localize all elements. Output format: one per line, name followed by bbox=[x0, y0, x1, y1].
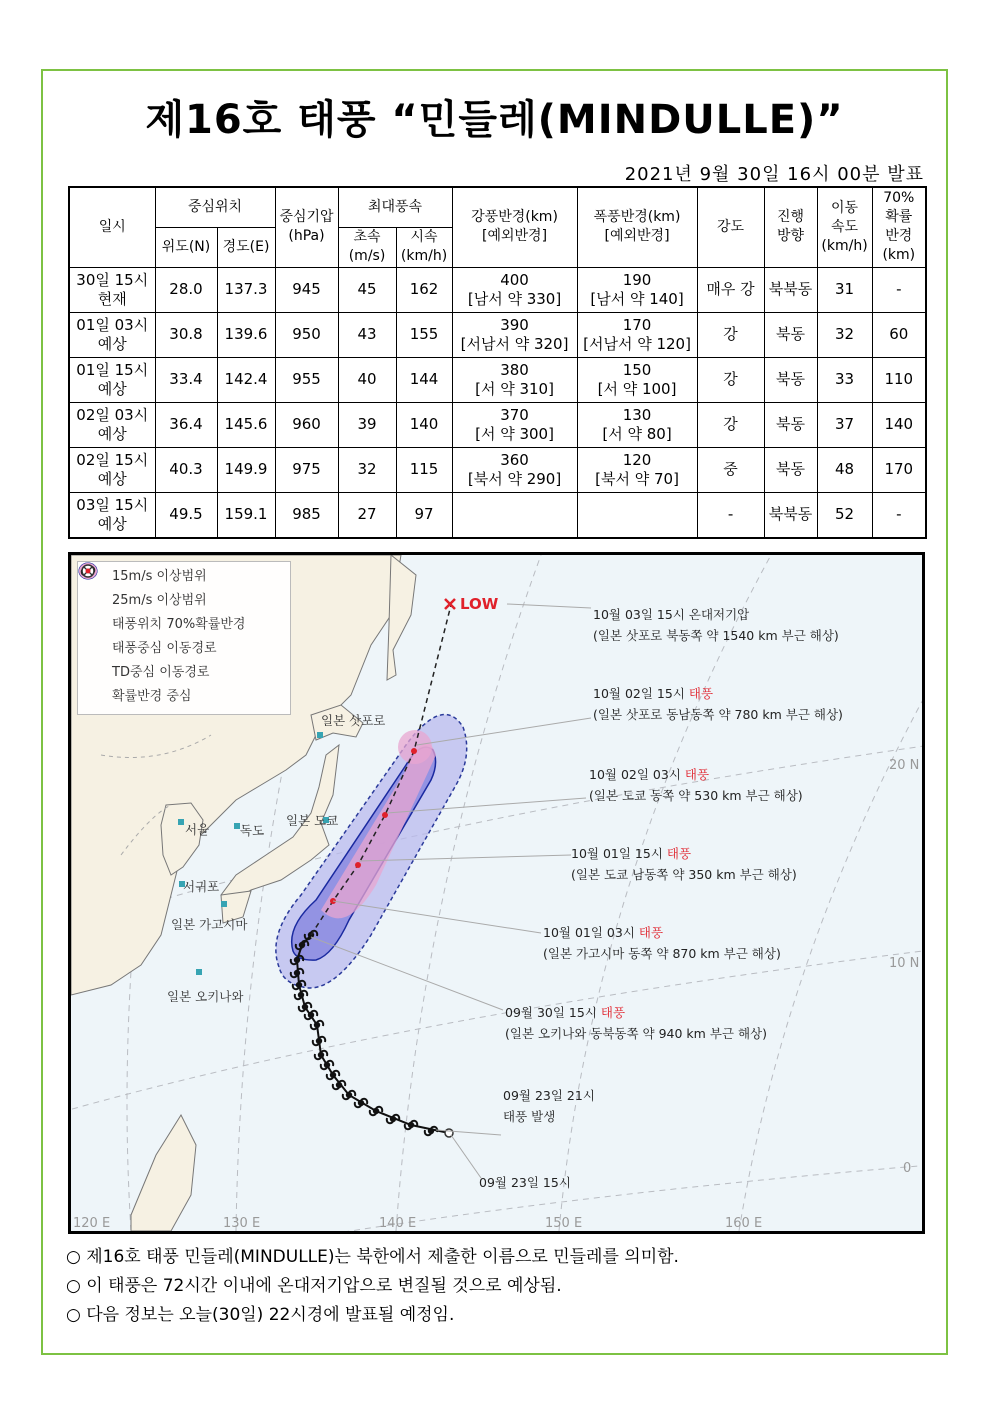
note-line: ○ 이 태풍은 72시간 이내에 온대저기압으로 변질될 것으로 예상됨. bbox=[66, 1276, 562, 1296]
cell-gale bbox=[452, 447, 577, 492]
cell-gale bbox=[452, 402, 577, 447]
cell-storm-exception: [서남서 약 120] bbox=[583, 334, 691, 353]
cell-direction: 북북동 bbox=[764, 267, 817, 312]
cell-lon: 145.6 bbox=[217, 402, 275, 447]
cell-lon: 149.9 bbox=[217, 447, 275, 492]
cell-direction: 북동 bbox=[764, 447, 817, 492]
cell-storm-exception: [서 약 80] bbox=[602, 424, 672, 443]
notes bbox=[66, 1243, 679, 1330]
cell-storm-exception: [북서 약 70] bbox=[595, 469, 679, 488]
cell-gale-radius: 370 bbox=[500, 405, 529, 424]
storm-swatch-icon bbox=[86, 588, 108, 608]
cell-lat: 49.5 bbox=[155, 492, 217, 538]
cell-lon: 159.1 bbox=[217, 492, 275, 538]
cell-wind-ms: 45 bbox=[338, 267, 396, 312]
cell-gale-radius: 360 bbox=[500, 450, 529, 469]
grid-lon130: 130 E bbox=[223, 1216, 261, 1231]
header-storm-exception: [예외반경] bbox=[604, 228, 670, 245]
legend-probability bbox=[78, 610, 290, 634]
header-wind-kmh-label: 시속 bbox=[410, 229, 438, 245]
header-pressure bbox=[275, 187, 338, 267]
annotation-title: 09월 30일 15시 태풍 bbox=[505, 1005, 626, 1020]
map-legend bbox=[77, 561, 291, 715]
header-gale bbox=[452, 187, 577, 267]
cell-gale bbox=[452, 357, 577, 402]
legend-probability-label: 태풍위치 70%확률반경 bbox=[112, 616, 246, 632]
page-title: 제16호 태풍 “민들레(MINDULLE)” bbox=[145, 97, 844, 143]
label-seogwipo: 서귀포 bbox=[183, 879, 220, 894]
annotation-detail: (일본 도쿄 동쪽 약 530 km 부근 해상) bbox=[589, 788, 803, 803]
table-row bbox=[69, 267, 926, 312]
cell-pressure: 985 bbox=[275, 492, 338, 538]
track-map bbox=[68, 552, 925, 1234]
cell-probability: 170 bbox=[872, 447, 926, 492]
cell-gale-exception: [서남서 약 320] bbox=[460, 334, 569, 353]
city-marker bbox=[178, 819, 184, 825]
cell-speed: 37 bbox=[817, 402, 872, 447]
cell-time bbox=[69, 357, 155, 402]
header-wind-ms bbox=[338, 227, 396, 267]
cell-storm-radius: 170 bbox=[622, 315, 652, 334]
cell-time-kind: 예상 bbox=[97, 379, 127, 398]
cell-pressure: 960 bbox=[275, 402, 338, 447]
annotation-detail: (일본 삿포로 북동쪽 약 1540 km 부근 해상) bbox=[593, 628, 839, 643]
annotation-detail: 태풍 발생 bbox=[503, 1109, 556, 1124]
low-label: LOW bbox=[460, 595, 499, 613]
cell-storm bbox=[577, 267, 697, 312]
note-line: ○ 다음 정보는 오늘(30일) 22시경에 발표될 예정임. bbox=[66, 1305, 455, 1325]
header-pressure-label: 중심기압 bbox=[279, 209, 334, 226]
label-tokyo: 일본 도쿄 bbox=[286, 813, 339, 828]
header-gale-label: 강풍반경(km) bbox=[471, 209, 558, 226]
label-seoul: 서울 bbox=[185, 822, 210, 837]
cell-direction: 북동 bbox=[764, 402, 817, 447]
cell-storm bbox=[577, 492, 697, 538]
label-sapporo: 일본 삿포로 bbox=[321, 713, 386, 728]
header-prob-4: (km) bbox=[882, 247, 916, 264]
cell-direction: 북동 bbox=[764, 357, 817, 402]
cell-storm-radius: 120 bbox=[622, 450, 652, 469]
cell-direction: 북동 bbox=[764, 312, 817, 357]
header-speed-3: (km/h) bbox=[821, 237, 868, 254]
label-okinawa: 일본 오키나와 bbox=[167, 989, 244, 1004]
cell-time-date: 30일 15시 bbox=[76, 270, 149, 289]
header-direction-1: 진행 bbox=[777, 209, 805, 226]
cell-storm bbox=[577, 402, 697, 447]
header-strength: 강도 bbox=[697, 187, 764, 267]
legend-prob-center bbox=[78, 682, 290, 706]
cell-time bbox=[69, 312, 155, 357]
header-time: 일시 bbox=[69, 187, 155, 267]
cell-lon: 139.6 bbox=[217, 312, 275, 357]
table-row bbox=[69, 402, 926, 447]
cell-storm bbox=[577, 447, 697, 492]
cell-wind-ms: 27 bbox=[338, 492, 396, 538]
legend-typhoon-track bbox=[78, 634, 290, 658]
cell-storm bbox=[577, 312, 697, 357]
forecast-point bbox=[411, 748, 417, 754]
cell-strength: 강 bbox=[697, 357, 764, 402]
cell-time-date: 02일 03시 bbox=[76, 405, 149, 424]
cell-wind-ms: 40 bbox=[338, 357, 396, 402]
header-speed-2: 속도 bbox=[831, 218, 859, 235]
note-line: ○ 제16호 태풍 민들레(MINDULLE)는 북한에서 제출한 이름으로 민들레를 의미함. bbox=[66, 1247, 679, 1267]
cell-time-kind: 예상 bbox=[97, 514, 127, 533]
table-row bbox=[69, 357, 926, 402]
annotation-detail: (일본 오키나와 동북동쪽 약 940 km 부근 해상) bbox=[505, 1026, 767, 1041]
header-direction bbox=[764, 187, 817, 267]
cell-lon: 142.4 bbox=[217, 357, 275, 402]
header-direction-2: 방향 bbox=[777, 228, 805, 245]
legend-prob-center-label: 확률반경 중심 bbox=[112, 688, 192, 704]
cell-gale-exception: [서 약 300] bbox=[475, 424, 554, 443]
cell-speed: 48 bbox=[817, 447, 872, 492]
cell-strength: 강 bbox=[697, 402, 764, 447]
city-marker bbox=[317, 732, 323, 738]
cell-speed: 32 bbox=[817, 312, 872, 357]
header-prob-2: 확률 bbox=[885, 209, 913, 226]
header-lon: 경도(E) bbox=[217, 227, 275, 267]
cell-gale bbox=[452, 312, 577, 357]
annotation-title: 10월 03일 15시 온대저기압 bbox=[593, 607, 750, 622]
grid-lat0: 0 bbox=[903, 1161, 912, 1176]
grid-lon140: 140 E bbox=[379, 1216, 417, 1231]
cell-storm-radius: 150 bbox=[622, 360, 652, 379]
cell-time-kind: 예상 bbox=[97, 469, 127, 488]
cell-probability: 140 bbox=[872, 402, 926, 447]
table-row bbox=[69, 447, 926, 492]
cell-storm-radius: 190 bbox=[622, 270, 652, 289]
cell-lat: 28.0 bbox=[155, 267, 217, 312]
annotation-detail: (일본 가고시마 동쪽 약 870 km 부근 해상) bbox=[543, 946, 781, 961]
cell-strength: 매우 강 bbox=[697, 267, 764, 312]
cell-time bbox=[69, 492, 155, 538]
annotation-title: 10월 01일 03시 태풍 bbox=[543, 925, 664, 940]
header-wind-kmh bbox=[396, 227, 452, 267]
header-center: 중심위치 bbox=[155, 187, 275, 227]
cell-time-date: 01일 03시 bbox=[76, 315, 149, 334]
cell-wind-ms: 43 bbox=[338, 312, 396, 357]
cell-wind-kmh: 97 bbox=[396, 492, 452, 538]
header-wind-ms-unit: (m/s) bbox=[348, 248, 386, 264]
legend-gale bbox=[78, 562, 290, 586]
cell-time-kind: 현재 bbox=[97, 289, 127, 308]
grid-lat20: 20 N bbox=[889, 758, 920, 773]
annotation-title: 09월 23일 15시 bbox=[479, 1175, 571, 1190]
header-storm-label: 폭풍반경(km) bbox=[593, 209, 681, 226]
issue-time: 2021년 9월 30일 16시 00분 발표 bbox=[624, 164, 924, 185]
table-row bbox=[69, 312, 926, 357]
annotation-title: 10월 02일 03시 태풍 bbox=[589, 767, 710, 782]
legend-storm-label: 25m/s 이상범위 bbox=[112, 592, 207, 608]
cell-gale-exception: [남서 약 330] bbox=[467, 289, 562, 308]
header-pressure-unit: (hPa) bbox=[288, 228, 325, 245]
cell-probability: 60 bbox=[872, 312, 926, 357]
header-wind-ms-label: 초속 bbox=[353, 229, 381, 245]
cell-time-kind: 예상 bbox=[97, 424, 127, 443]
cell-speed: 52 bbox=[817, 492, 872, 538]
cell-time-date: 03일 15시 bbox=[76, 495, 149, 514]
grid-lon160: 160 E bbox=[725, 1216, 763, 1231]
annotation-title: 10월 02일 15시 태풍 bbox=[593, 686, 714, 701]
cell-wind-kmh: 140 bbox=[396, 402, 452, 447]
legend-storm bbox=[78, 586, 290, 610]
cell-speed: 31 bbox=[817, 267, 872, 312]
legend-td-track-label: TD중심 이동경로 bbox=[112, 664, 210, 680]
td-symbol-icon bbox=[86, 660, 108, 680]
city-marker bbox=[221, 901, 227, 907]
red-dot-icon bbox=[86, 684, 108, 704]
grid-lon150: 150 E bbox=[545, 1216, 583, 1231]
cell-gale bbox=[452, 492, 577, 538]
annotation-detail: (일본 삿포로 동남동쪽 약 780 km 부근 해상) bbox=[593, 707, 843, 722]
forecast-point bbox=[355, 862, 361, 868]
cell-lat: 33.4 bbox=[155, 357, 217, 402]
cell-pressure: 975 bbox=[275, 447, 338, 492]
cell-storm-radius: 130 bbox=[622, 405, 652, 424]
forecast-table bbox=[68, 186, 927, 539]
cell-storm-exception: [서 약 100] bbox=[597, 379, 677, 398]
cell-gale bbox=[452, 267, 577, 312]
cell-time-date: 02일 15시 bbox=[76, 450, 149, 469]
cell-gale-exception: [북서 약 290] bbox=[467, 469, 562, 488]
probability-swatch-icon bbox=[86, 612, 108, 632]
header-prob-3: 반경 bbox=[885, 228, 913, 245]
cell-lat: 40.3 bbox=[155, 447, 217, 492]
label-kagoshima: 일본 가고시마 bbox=[171, 917, 248, 932]
table-row bbox=[69, 492, 926, 538]
cell-pressure: 950 bbox=[275, 312, 338, 357]
header-storm bbox=[577, 187, 697, 267]
cell-time-kind: 예상 bbox=[97, 334, 127, 353]
header-lat: 위도(N) bbox=[155, 227, 217, 267]
cell-lat: 30.8 bbox=[155, 312, 217, 357]
cell-gale-radius: 400 bbox=[500, 270, 529, 289]
cell-strength: 강 bbox=[697, 312, 764, 357]
cell-probability: - bbox=[872, 492, 926, 538]
cell-storm bbox=[577, 357, 697, 402]
legend-gale-label: 15m/s 이상범위 bbox=[112, 568, 207, 584]
header-prob-1: 70% bbox=[883, 190, 915, 207]
cell-wind-ms: 32 bbox=[338, 447, 396, 492]
cell-pressure: 945 bbox=[275, 267, 338, 312]
header-speed-1: 이동 bbox=[831, 199, 859, 216]
typhoon-symbol-icon bbox=[86, 636, 108, 656]
header-probability bbox=[872, 187, 926, 267]
cell-probability: 110 bbox=[872, 357, 926, 402]
cell-gale-radius: 380 bbox=[500, 360, 529, 379]
cell-time bbox=[69, 447, 155, 492]
cell-gale-exception: [서 약 310] bbox=[475, 379, 554, 398]
cell-wind-kmh: 162 bbox=[396, 267, 452, 312]
cell-lon: 137.3 bbox=[217, 267, 275, 312]
cell-lat: 36.4 bbox=[155, 402, 217, 447]
cell-time bbox=[69, 402, 155, 447]
header-speed bbox=[817, 187, 872, 267]
city-marker bbox=[196, 969, 202, 975]
annotation-title: 09월 23일 21시 bbox=[503, 1088, 595, 1103]
cell-probability: - bbox=[872, 267, 926, 312]
cell-time-date: 01일 15시 bbox=[76, 360, 149, 379]
cell-pressure: 955 bbox=[275, 357, 338, 402]
cell-wind-kmh: 115 bbox=[396, 447, 452, 492]
cell-time bbox=[69, 267, 155, 312]
annotation-detail: (일본 도쿄 남동쪽 약 350 km 부근 해상) bbox=[571, 867, 797, 882]
legend-typhoon-track-label: 태풍중심 이동경로 bbox=[112, 640, 217, 656]
header-wind: 최대풍속 bbox=[338, 187, 452, 227]
header-gale-exception: [예외반경] bbox=[482, 228, 548, 245]
grid-lat10: 10 N bbox=[889, 956, 920, 971]
cell-gale-radius: 390 bbox=[500, 315, 529, 334]
cell-wind-ms: 39 bbox=[338, 402, 396, 447]
label-dokdo: 독도 bbox=[240, 823, 265, 838]
grid-lon120: 120 E bbox=[73, 1216, 111, 1231]
legend-td-track bbox=[78, 658, 290, 682]
cell-wind-kmh: 144 bbox=[396, 357, 452, 402]
annotation-title: 10월 01일 15시 태풍 bbox=[571, 846, 692, 861]
cell-direction: 북북동 bbox=[764, 492, 817, 538]
header-wind-kmh-unit: (km/h) bbox=[400, 248, 448, 264]
cell-speed: 33 bbox=[817, 357, 872, 402]
cell-wind-kmh: 155 bbox=[396, 312, 452, 357]
cell-strength: 중 bbox=[697, 447, 764, 492]
cell-strength: - bbox=[697, 492, 764, 538]
cell-storm-exception: [남서 약 140] bbox=[590, 289, 684, 308]
